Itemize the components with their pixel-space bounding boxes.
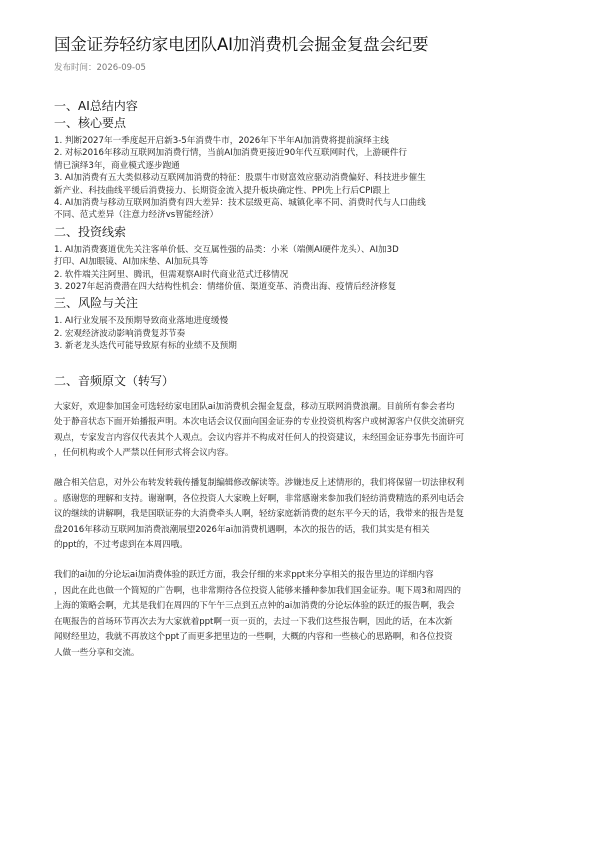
transcript-paragraph-1 (54, 400, 553, 462)
paragraph-line: 人做一些分享和交流。 (54, 648, 140, 658)
paragraph-line: 盘2016年移动互联网加消费浪潮展望2026年ai加消费机遇啊，本次的报告的话，我们其实是有相关 (54, 524, 430, 535)
list-item: 3. AI加消费有五大类似移动互联网加消费的特征：股票牛市财富效应驱动消费偏好、科技进步催生 (54, 173, 426, 184)
list-item: 2. 对标2016年移动互联网加消费行情，当前AI加消费更接近90年代互联网时代，上游硬件行 (54, 148, 407, 159)
section-transcript: 二、音频原文（转写） (54, 373, 175, 388)
list-item: 1. 判断2027年一季度起开启新3-5年消费牛市，2026年下半年AI加消费将提前演绎主线 (54, 136, 389, 146)
paragraph-line: 议的继续的讲解啊，我是国联证券的大消费牵头人啊，轻纺家庭新消费的赵东平今天的话，我带来的报告是复 (54, 509, 465, 520)
paragraph-line: 。感谢您的理解和支持。谢谢啊，各位投资人大家晚上好啊，非常感谢来参加我们轻纺消费精选的系列电话会 (54, 493, 465, 504)
paragraph-line: 融合相关信息，对外公布转发转载传播复制编辑修改解读等。涉嫌违反上述情形的，我们将保留一切法律权利 (54, 478, 465, 489)
investment-list (54, 244, 553, 294)
section-key-points: 一、核心要点 (54, 116, 127, 130)
list-item: 2. 宏观经济波动影响消费复苏节奏 (54, 328, 186, 339)
list-item: 4. AI加消费与移动互联网加消费有四大差异：技术层级更高、城镇化率不同、消费时代与人口曲线 (54, 198, 426, 209)
paragraph-line: ，任何机构或个人严禁以任何形式将会议内容。 (54, 448, 234, 459)
list-item: 新产业、科技曲线平缓后消费接力、长期资金流入提升板块确定性、PPI先上行后CPI跟上 (54, 185, 390, 196)
list-item: 不同、范式差异（注意力经济vs智能经济） (54, 210, 219, 221)
transcript-paragraph-3 (54, 568, 553, 662)
paragraph-line: 我们的ai加的分论坛ai加消费体验的跃迁方面，我会仔细的来求ppt来分享相关的报告里边的详细内容 (54, 570, 434, 581)
list-item: 1. AI行业发展不及预期导致商业落地进度缓慢 (54, 316, 229, 327)
section-ai-summary: 一、AI总结内容 (54, 99, 138, 113)
list-item: 打印、AI加眼镜、AI加床垫、AI加玩具等 (54, 257, 209, 268)
paragraph-line: ，因此在此也做一个简短的广告啊，也非常期待各位投资人能够来播种参加我们国金证券。呃下周3和周四的 (54, 585, 461, 596)
paragraph-line: 上海的策略会啊，尤其是我们在周四的下午午三点到五点钟的ai加消费的分论坛体验的跃迁的报告啊，我会 (54, 601, 455, 612)
section-risk: 三、风险与关注 (54, 296, 139, 311)
list-item: 1. AI加消费赛道优先关注客单价低、交互属性强的品类：小米（端侧AI硬件龙头）、AI加3D (54, 244, 399, 255)
section-investment: 二、投资线索 (54, 224, 127, 239)
paragraph-line: 在呃报告的首场环节再次去为大家就着ppt啊一页一页的，去过一下我们这些报告啊，因此的话，在本次新 (54, 616, 453, 627)
list-item: 2. 软件端关注阿里、腾讯，但需观察AI时代商业范式迁移情况 (54, 269, 289, 280)
publish-date: 发布时间：2026-09-05 (54, 63, 146, 73)
transcript-paragraph-2 (54, 476, 553, 554)
paragraph-line: 观点，专家发言内容仅代表其个人观点。会议内容并不构成对任何人的投资建议，未经国金证券事先书面许可 (54, 432, 465, 443)
document-title: 国金证券轻纺家电团队AI加消费机会掘金复盘会纪要 (54, 35, 429, 54)
paragraph-line: 的ppt的，不过考虑到在本周四哦。 (54, 540, 188, 551)
paragraph-line: 闻财经里边，我就不再放这个ppt了而更多把里边的一些啊，大概的内容和一些核心的思路啊，和各位投资 (54, 632, 453, 643)
list-item: 3. 新老龙头迭代可能导致原有标的业绩不及预期 (54, 341, 237, 352)
list-item: 情已演绎3年，商业模式逐步跑通 (54, 160, 180, 171)
list-item: 3. 2027年起消费潜在四大结构性机会：情绪价值、渠道变革、消费出海、疫情后经济修复 (54, 282, 397, 293)
key-points-list (54, 135, 553, 222)
paragraph-line: 处于静音状态下面开始播报声明。本次电话会议仅面向国金证券的专业投资机构客户或树源客户仅供交流研究 (54, 417, 465, 428)
paragraph-line: 大家好，欢迎参加国金可选轻纺家电团队ai加消费机会掘金复盘，移动互联网消费浪潮。目前所有参会者均 (54, 401, 455, 412)
risk-list (54, 315, 553, 352)
